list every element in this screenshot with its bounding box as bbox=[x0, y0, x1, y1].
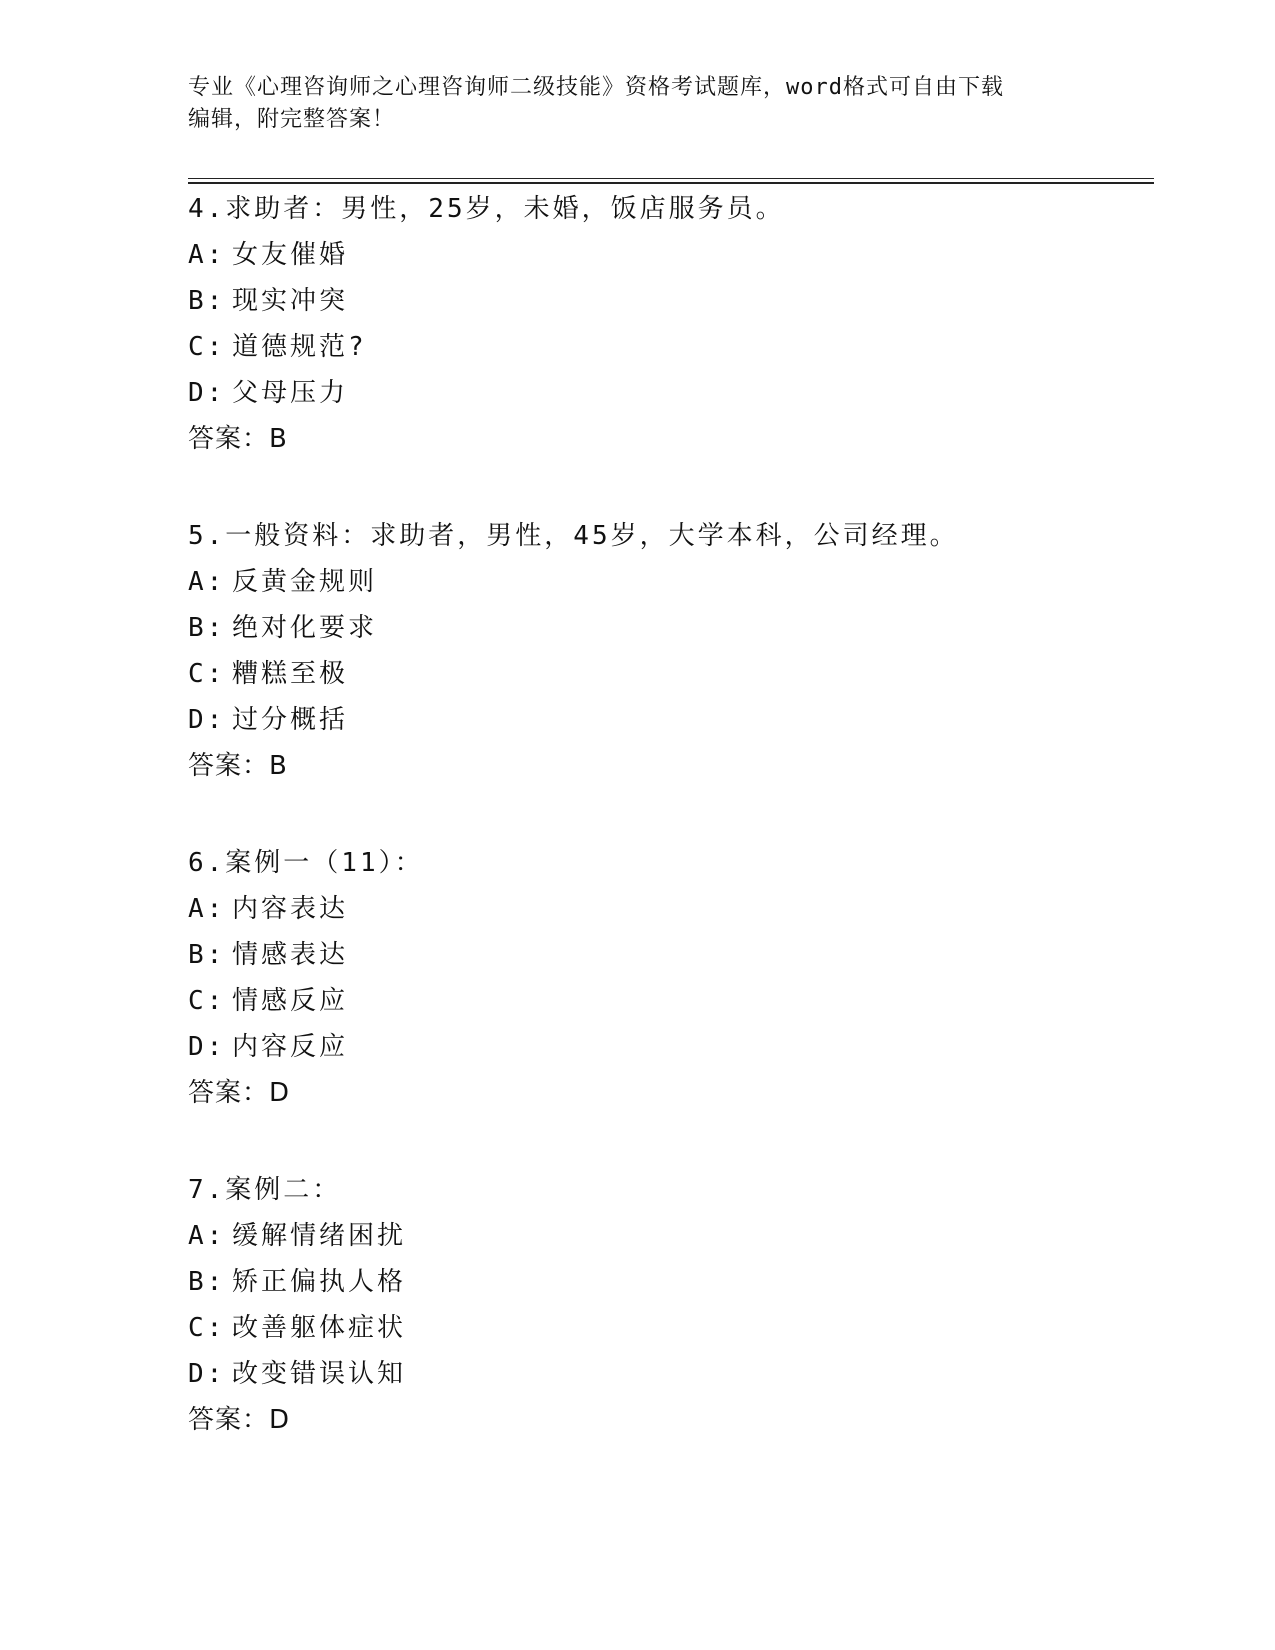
option-text: 内容表达 bbox=[232, 894, 349, 924]
option-letter: D: bbox=[188, 378, 226, 408]
option-letter: D: bbox=[188, 705, 226, 735]
option-c bbox=[188, 651, 1154, 697]
option-d bbox=[188, 697, 1154, 743]
option-d bbox=[188, 1024, 1154, 1070]
option-letter: B: bbox=[188, 1267, 226, 1297]
option-d bbox=[188, 370, 1154, 416]
option-letter: C: bbox=[188, 332, 226, 362]
option-letter: A: bbox=[188, 240, 226, 270]
option-text: 道德规范? bbox=[232, 332, 367, 362]
option-text: 糟糕至极 bbox=[232, 659, 349, 689]
option-c bbox=[188, 1305, 1154, 1351]
option-text: 情感表达 bbox=[232, 940, 349, 970]
option-text: 父母压力 bbox=[232, 378, 349, 408]
option-letter: A: bbox=[188, 1221, 226, 1251]
option-letter: B: bbox=[188, 286, 226, 316]
question-5 bbox=[188, 513, 1154, 789]
question-stem: 5.一般资料：求助者，男性，45岁，大学本科，公司经理。 bbox=[188, 521, 959, 551]
answer-line: 答案：D bbox=[188, 1405, 291, 1435]
option-a bbox=[188, 232, 1154, 278]
answer-line: 答案：B bbox=[188, 751, 288, 781]
question-stem: 7.案例二： bbox=[188, 1175, 342, 1205]
option-d bbox=[188, 1351, 1154, 1397]
option-c bbox=[188, 324, 1154, 370]
option-text: 改变错误认知 bbox=[232, 1359, 407, 1389]
header-divider-thick bbox=[188, 182, 1154, 184]
answer-line: 答案：B bbox=[188, 424, 288, 454]
option-letter: D: bbox=[188, 1359, 226, 1389]
question-stem: 6.案例一（11）： bbox=[188, 848, 424, 878]
question-stem: 4.求助者：男性，25岁，未婚，饭店服务员。 bbox=[188, 194, 785, 224]
option-b bbox=[188, 1259, 1154, 1305]
option-text: 反黄金规则 bbox=[232, 567, 378, 597]
answer-line: 答案：D bbox=[188, 1078, 291, 1108]
option-text: 改善躯体症状 bbox=[232, 1313, 407, 1343]
option-letter: C: bbox=[188, 986, 226, 1016]
option-letter: A: bbox=[188, 567, 226, 597]
option-a bbox=[188, 1213, 1154, 1259]
option-letter: C: bbox=[188, 1313, 226, 1343]
option-text: 绝对化要求 bbox=[232, 613, 378, 643]
option-text: 矫正偏执人格 bbox=[232, 1267, 407, 1297]
option-text: 情感反应 bbox=[232, 986, 349, 1016]
document-header bbox=[188, 72, 1088, 136]
option-text: 女友催婚 bbox=[232, 240, 349, 270]
option-b bbox=[188, 278, 1154, 324]
option-text: 现实冲突 bbox=[232, 286, 349, 316]
header-line-1: 专业《心理咨询师之心理咨询师二级技能》资格考试题库，word格式可自由下载 bbox=[188, 75, 1004, 100]
question-4 bbox=[188, 186, 1154, 462]
option-b bbox=[188, 932, 1154, 978]
option-text: 内容反应 bbox=[232, 1032, 349, 1062]
question-list bbox=[188, 186, 1154, 1494]
header-divider-thin bbox=[188, 178, 1154, 179]
option-a bbox=[188, 559, 1154, 605]
option-b bbox=[188, 605, 1154, 651]
option-a bbox=[188, 886, 1154, 932]
option-letter: A: bbox=[188, 894, 226, 924]
option-letter: B: bbox=[188, 940, 226, 970]
option-letter: C: bbox=[188, 659, 226, 689]
option-letter: B: bbox=[188, 613, 226, 643]
option-letter: D: bbox=[188, 1032, 226, 1062]
option-text: 过分概括 bbox=[232, 705, 349, 735]
option-c bbox=[188, 978, 1154, 1024]
question-7 bbox=[188, 1167, 1154, 1443]
header-line-2: 编辑，附完整答案！ bbox=[188, 107, 396, 132]
option-text: 缓解情绪困扰 bbox=[232, 1221, 407, 1251]
question-6 bbox=[188, 840, 1154, 1116]
